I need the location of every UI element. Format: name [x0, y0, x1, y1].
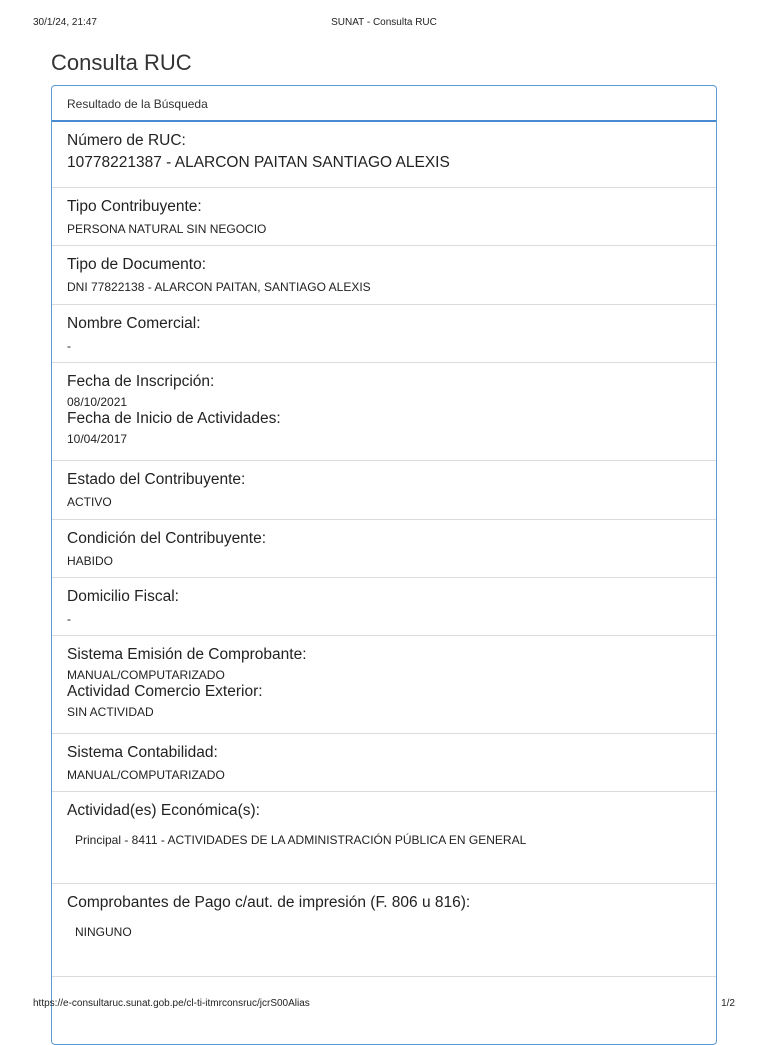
print-footer: [33, 998, 735, 1012]
row-sistema-emision: [52, 636, 716, 734]
estado-value: ACTIVO: [67, 495, 112, 509]
row-comprobantes: [52, 884, 716, 977]
actividades-economicas-value: Principal - 8411 - ACTIVIDADES DE LA ADMINISTRACIÓN PÚBLICA EN GENERAL: [75, 833, 527, 847]
tipo-contribuyente-label: Tipo Contribuyente:: [67, 198, 202, 215]
fecha-inscripcion-label: Fecha de Inscripción:: [67, 373, 215, 390]
comprobantes-label: Comprobantes de Pago c/aut. de impresión (F. 806 u 816):: [67, 894, 471, 911]
print-page-number: 1/2: [721, 998, 735, 1009]
print-url: https://e-consultaruc.sunat.gob.pe/cl-ti-itmrconsruc/jcrS00Alias: [33, 998, 310, 1009]
sistema-contabilidad-label: Sistema Contabilidad:: [67, 744, 218, 761]
nombre-comercial-label: Nombre Comercial:: [67, 315, 201, 332]
row-actividades-economicas: [52, 792, 716, 884]
print-header: [33, 17, 735, 31]
result-panel: [51, 85, 717, 1045]
panel-heading: Resultado de la Búsqueda: [52, 86, 716, 122]
fecha-inicio-value: 10/04/2017: [67, 432, 128, 446]
print-title: SUNAT - Consulta RUC: [331, 17, 437, 28]
ruc-value: 10778221387 - ALARCON PAITAN SANTIAGO ALEXIS: [67, 154, 450, 171]
fecha-inicio-label: Fecha de Inicio de Actividades:: [67, 410, 281, 427]
sistema-contabilidad-value: MANUAL/COMPUTARIZADO: [67, 768, 225, 782]
nombre-comercial-value: -: [67, 339, 71, 353]
row-nombre-comercial: [52, 305, 716, 363]
domicilio-label: Domicilio Fiscal:: [67, 588, 179, 605]
row-fechas: [52, 363, 716, 461]
actividades-economicas-label: Actividad(es) Económica(s):: [67, 802, 260, 819]
print-timestamp: 30/1/24, 21:47: [33, 17, 97, 28]
row-condicion: [52, 520, 716, 578]
tipo-contribuyente-value: PERSONA NATURAL SIN NEGOCIO: [67, 222, 267, 236]
condicion-value: HABIDO: [67, 554, 114, 568]
condicion-label: Condición del Contribuyente:: [67, 530, 267, 547]
domicilio-value: -: [67, 612, 71, 626]
estado-label: Estado del Contribuyente:: [67, 471, 246, 488]
row-sistema-contabilidad: [52, 734, 716, 792]
tipo-documento-label: Tipo de Documento:: [67, 256, 207, 273]
tipo-documento-value: DNI 77822138 - ALARCON PAITAN, SANTIAGO ALEXIS: [67, 280, 371, 294]
fecha-inscripcion-value: 08/10/2021: [67, 395, 128, 409]
row-ruc: [52, 122, 716, 188]
page-title: Consulta RUC: [51, 50, 192, 75]
row-estado: [52, 461, 716, 520]
actividad-comercio-label: Actividad Comercio Exterior:: [67, 683, 263, 700]
ruc-label: Número de RUC:: [67, 132, 186, 149]
comprobantes-value: NINGUNO: [75, 925, 132, 939]
row-domicilio: [52, 578, 716, 636]
row-tipo-documento: [52, 246, 716, 305]
actividad-comercio-value: SIN ACTIVIDAD: [67, 705, 154, 719]
sistema-emision-label: Sistema Emisión de Comprobante:: [67, 646, 307, 663]
sistema-emision-value: MANUAL/COMPUTARIZADO: [67, 668, 225, 682]
row-tipo-contribuyente: [52, 188, 716, 246]
